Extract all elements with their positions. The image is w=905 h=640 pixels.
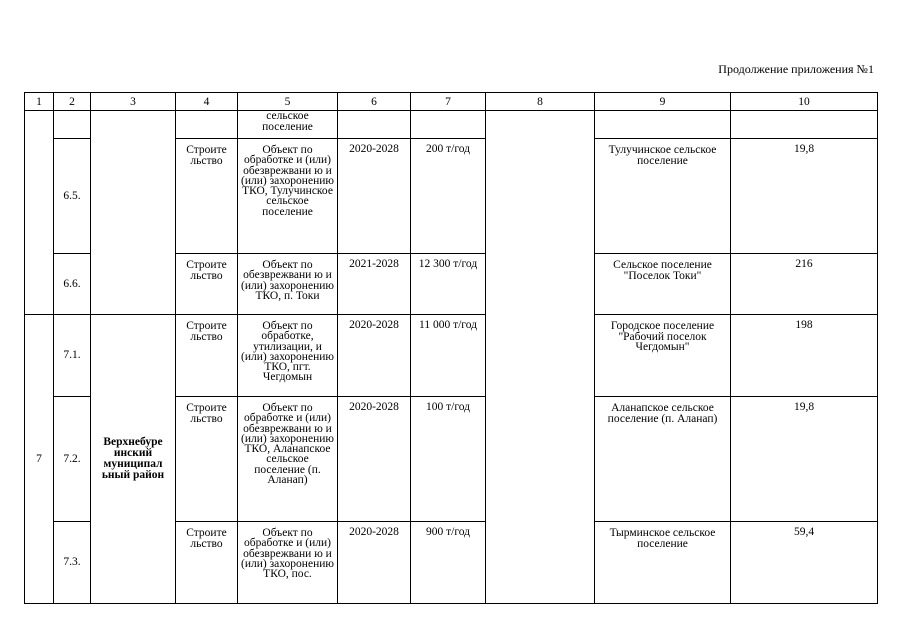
period-cell: 2020-2028 — [338, 397, 411, 522]
work-type: Строите льство — [176, 139, 238, 254]
row-number: 7.3. — [54, 522, 91, 604]
header-cell: 4 — [176, 93, 238, 111]
value-cell: 198 — [731, 315, 878, 397]
settlement-cell: Городское поселение "Рабочий поселок Чегдомын" — [595, 315, 731, 397]
group-number: 7 — [25, 315, 54, 604]
header-cell: 7 — [411, 93, 486, 111]
object-cell: Объект по обработке и (или) обезврежвани ю и (или) захоронению ТКО, Тулучинское сельское поселение — [238, 139, 338, 254]
row-number: 7.2. — [54, 397, 91, 522]
header-cell: 5 — [238, 93, 338, 111]
table-cell — [338, 111, 411, 139]
period-cell: 2020-2028 — [338, 315, 411, 397]
table-cell — [176, 111, 238, 139]
group-number-cell — [25, 111, 54, 315]
value-cell: 19,8 — [731, 139, 878, 254]
appendix-table — [24, 92, 878, 604]
table-cell — [731, 111, 878, 139]
header-cell: 10 — [731, 93, 878, 111]
table-row — [25, 315, 878, 397]
column-8-cell — [486, 111, 595, 604]
row-number: 6.5. — [54, 139, 91, 254]
capacity-cell: 900 т/год — [411, 522, 486, 604]
period-cell: 2021-2028 — [338, 254, 411, 315]
work-type: Строите льство — [176, 397, 238, 522]
capacity-cell: 100 т/год — [411, 397, 486, 522]
capacity-cell: 12 300 т/год — [411, 254, 486, 315]
district-name: Верхнебуре инский муниципал ьный район — [91, 315, 176, 604]
object-cell: сельское поселение — [238, 111, 338, 139]
table-cell — [595, 111, 731, 139]
header-cell: 2 — [54, 93, 91, 111]
period-cell: 2020-2028 — [338, 139, 411, 254]
table-cell — [411, 111, 486, 139]
header-cell: 6 — [338, 93, 411, 111]
row-number: 7.1. — [54, 315, 91, 397]
settlement-cell: Тулучинское сельское поселение — [595, 139, 731, 254]
header-cell: 9 — [595, 93, 731, 111]
work-type: Строите льство — [176, 254, 238, 315]
work-type: Строите льство — [176, 315, 238, 397]
header-cell: 3 — [91, 93, 176, 111]
settlement-cell: Тырминское сельское поселение — [595, 522, 731, 604]
capacity-cell: 200 т/год — [411, 139, 486, 254]
table-row — [25, 111, 878, 139]
row-number: 6.6. — [54, 254, 91, 315]
settlement-cell: Сельское поселение "Поселок Токи" — [595, 254, 731, 315]
header-cell: 8 — [486, 93, 595, 111]
object-cell: Объект по обработке, утилизации, и (или) захоронению ТКО, пгт. Чегдомын — [238, 315, 338, 397]
object-cell: Объект по обезврежвани ю и (или) захоронению ТКО, п. Токи — [238, 254, 338, 315]
table-cell — [54, 111, 91, 139]
header-cell: 1 — [25, 93, 54, 111]
district-cell — [91, 111, 176, 315]
value-cell: 216 — [731, 254, 878, 315]
work-type: Строите льство — [176, 522, 238, 604]
settlement-cell: Аланапское сельское поселение (п. Аланап) — [595, 397, 731, 522]
object-cell: Объект по обработке и (или) обезврежвани ю и (или) захоронению ТКО, пос. — [238, 522, 338, 604]
period-cell: 2020-2028 — [338, 522, 411, 604]
object-cell: Объект по обработке и (или) обезврежвани ю и (или) захоронению ТКО, Аланапское сельское поселение (п. Аланап) — [238, 397, 338, 522]
value-cell: 19,8 — [731, 397, 878, 522]
capacity-cell: 11 000 т/год — [411, 315, 486, 397]
header-row — [25, 93, 878, 111]
value-cell: 59,4 — [731, 522, 878, 604]
page-caption: Продолжение приложения №1 — [718, 62, 874, 76]
